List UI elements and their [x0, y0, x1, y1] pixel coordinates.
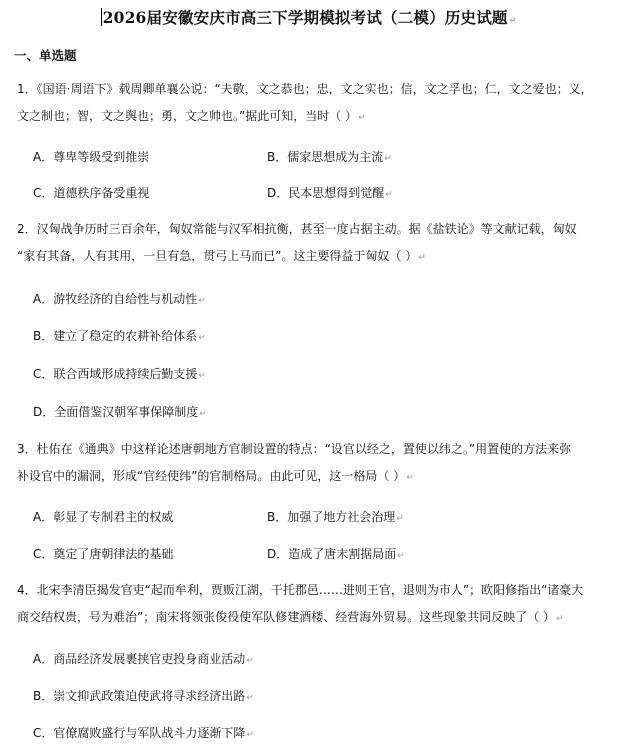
section-heading: 一、单选题: [14, 48, 77, 63]
paragraph-mark-icon: ↵: [508, 16, 517, 26]
question-2-stem: 2．汉匈战争历时三百余年，匈奴常能与汉军相抗衡，甚至一度占据主动。据《盐铁论》等文献记载，匈奴 “家有其备，人有其用，一旦有急，贯弓上马而已”。这主要得益于匈奴（ ）↵: [17, 222, 577, 263]
text-cursor: [101, 8, 102, 26]
question-3-stem: 3．杜佑在《通典》中这样论述唐朝地方官制设置的特点：“设官以经之，置使以纬之。”用置使的方法来弥 补设官中的漏洞，形成“官经使纬”的官制格局。由此可见，这一格局（ ）↵: [17, 442, 572, 483]
question-4-option-a: A．商品经济发展裹挟官吏投身商业活动↵: [33, 652, 254, 666]
question-3-option-a: A．彰显了专制君主的权威: [33, 510, 174, 524]
question-3-option-b: B．加强了地方社会治理↵: [267, 510, 404, 524]
paragraph-mark-icon: ↵: [418, 253, 426, 263]
question-2-option-d: D．全面借鉴汉朝军事保障制度↵: [33, 405, 207, 419]
question-1-option-a: A．尊卑等级受到推崇: [33, 150, 150, 164]
paragraph-mark-icon: ↵: [246, 693, 254, 703]
paragraph-mark-icon: ↵: [556, 614, 564, 624]
question-4-option-c: C．官僚腐败盛行与军队战斗力逐渐下降↵: [33, 726, 254, 740]
paragraph-mark-icon: ↵: [246, 656, 254, 666]
paragraph-mark-icon: ↵: [406, 473, 414, 483]
paragraph-mark-icon: ↵: [198, 371, 206, 381]
paragraph-mark-icon: ↵: [384, 154, 392, 164]
question-1-stem: 1．《国语·周语下》载周卿单襄公说：“夫敬，文之恭也；忠，文之实也；信，文之孚也；仁，文之爱也；义， 文之制也；智，文之舆也；勇，文之帅也。”据此可知，当时（ ）↵: [17, 82, 593, 123]
question-3-option-c: C．奠定了唐朝律法的基础: [33, 547, 174, 561]
paragraph-mark-icon: ↵: [199, 409, 207, 419]
question-2-option-b: B．建立了稳定的农耕补给体系↵: [33, 329, 206, 343]
paragraph-mark-icon: ↵: [385, 190, 393, 200]
question-1-option-c: C．道德秩序备受重视: [33, 186, 150, 200]
paragraph-mark-icon: ↵: [396, 514, 404, 524]
question-2-option-a: A．游牧经济的自给性与机动性↵: [33, 292, 206, 306]
paragraph-mark-icon: ↵: [198, 296, 206, 306]
paragraph-mark-icon: ↵: [198, 333, 206, 343]
paragraph-mark-icon: ↵: [358, 113, 366, 123]
question-1-option-d: D．民本思想得到觉醒↵: [267, 186, 393, 200]
question-4-option-b: B．崇文抑武政策迫使武将寻求经济出路↵: [33, 689, 254, 703]
paragraph-mark-icon: ↵: [397, 551, 405, 561]
question-2-option-c: C．联合西域形成持续后勤支援↵: [33, 367, 206, 381]
page-title: 2026届安徽安庆市高三下学期模拟考试（二模）历史试题↵: [102, 8, 517, 27]
question-3-option-d: D．造成了唐末割据局面↵: [267, 547, 405, 561]
question-1-option-b: B．儒家思想成为主流↵: [267, 150, 392, 164]
question-4-stem: 4．北宋李清臣揭发官吏“起而牟利，贾贩江湖，干托郡邑……进则王官，退则为市人”；欧阳修指出“诸豪大 商交结权贵，号为难治”；南宋将领张俊役使军队修建酒楼、经营海外贸易。这些现象共同反映了（ ）↵: [17, 583, 584, 624]
paragraph-mark-icon: ↵: [246, 730, 254, 740]
